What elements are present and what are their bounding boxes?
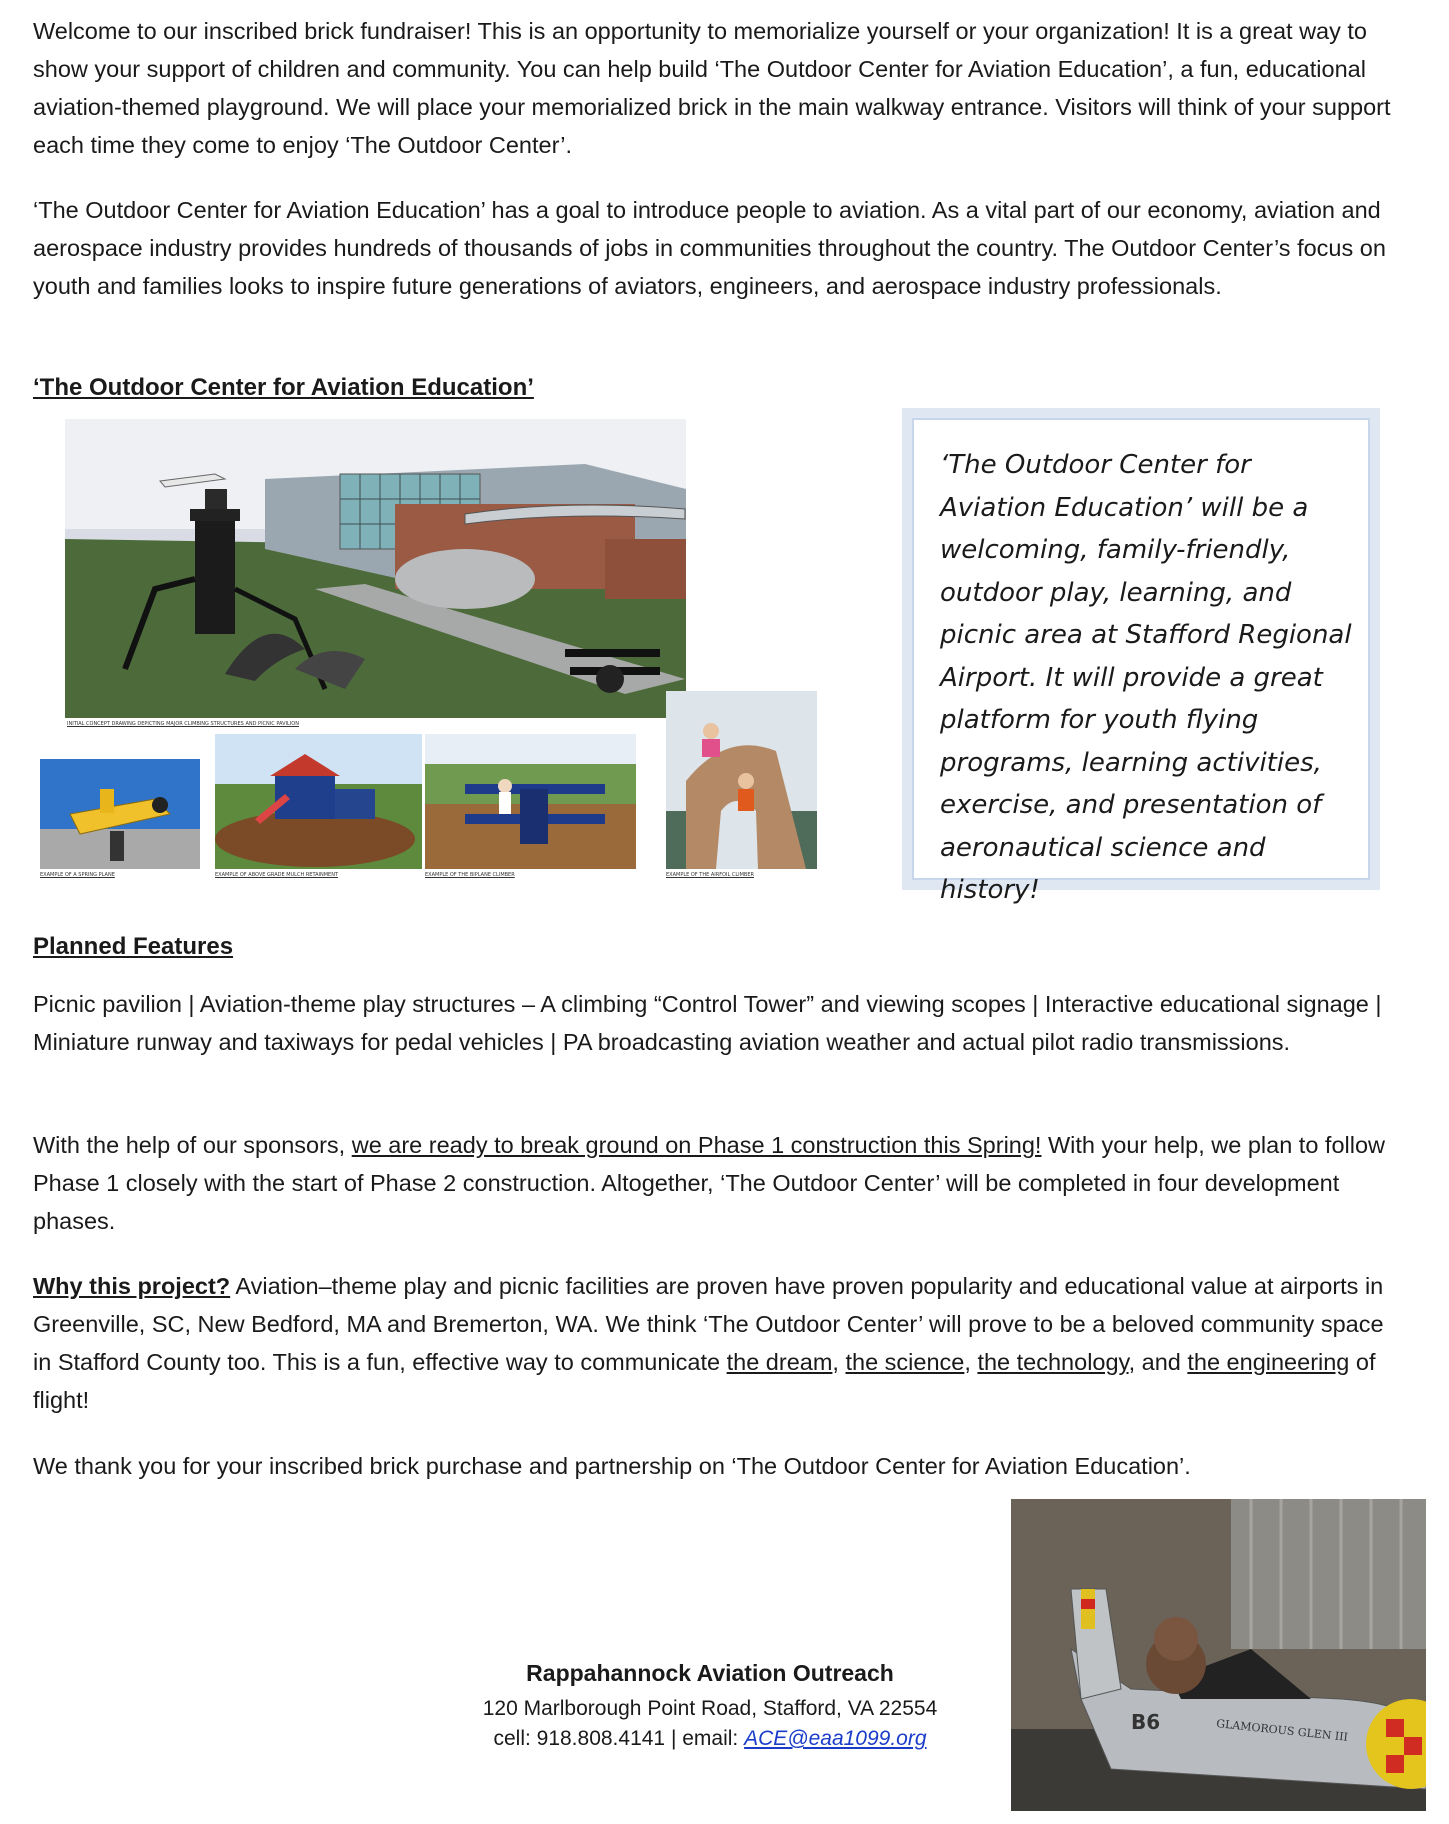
airfoil-climber-caption: EXAMPLE OF THE AIRFOIL CLIMBER	[666, 872, 754, 878]
the-science-text: the science	[845, 1349, 965, 1375]
why-project-label: Why this project?	[33, 1273, 231, 1299]
organization-address: 120 Marlborough Point Road, Stafford, VA 22554	[482, 1697, 938, 1720]
separator-3: , and	[1128, 1349, 1188, 1375]
pedal-plane-image	[1011, 1499, 1426, 1811]
organization-name: Rappahannock Aviation Outreach	[526, 1660, 894, 1686]
why-project-paragraph	[33, 1267, 1403, 1419]
spring-plane-image	[40, 759, 200, 869]
quote-text: ‘The Outdoor Center for Aviation Education’ will be a welcoming, family-friendly, outdoor play, learning, and picnic area at Stafford Regional Airport. It will provide a great platform for youth flying programs, learning activities, exercise, and presentation of aeronautical science and history!	[940, 450, 1352, 905]
plane-code-text: B6	[1131, 1710, 1161, 1734]
the-dream-text: the dream	[726, 1349, 833, 1375]
the-technology-text: the technology	[977, 1349, 1129, 1375]
mulch-playground-image	[215, 734, 422, 869]
sponsors-paragraph	[33, 1126, 1403, 1240]
why-project-text: Aviation–theme play and picnic facilities are proven have proven popularity and educational value at airports in Greenville, SC, New Bedford, MA and Bremerton, WA. We think ‘The Outdoor Center’ will prove to be a beloved community space in Stafford County too. This is a fun, effective way to communicate	[33, 1273, 1384, 1375]
plane-name-text: GLAMOROUS GLEN III	[1215, 1717, 1349, 1744]
separator-1: ,	[832, 1349, 846, 1375]
organization-contact	[430, 1727, 990, 1751]
mulch-playground-caption: EXAMPLE OF ABOVE GRADE MULCH RETAINMENT	[215, 872, 339, 878]
concept-rendering-caption: INITIAL CONCEPT DRAWING DEPICTING MAJOR CLIMBING STRUCTURES AND PICNIC PAVILION	[67, 721, 299, 727]
quote-box	[902, 408, 1380, 905]
phase1-announcement: we are ready to break ground on Phase 1 construction this Spring!	[351, 1132, 1042, 1158]
section-title: ‘The Outdoor Center for Aviation Education’	[33, 374, 534, 401]
spring-plane-caption: EXAMPLE OF A SPRING PLANE	[40, 872, 115, 878]
airfoil-climber-image	[666, 691, 817, 869]
thank-you-text: We thank you for your inscribed brick purchase and partnership on ‘The Outdoor Center for Aviation Education’.	[33, 1453, 1191, 1479]
sponsors-text-post: With your help, we plan to follow Phase 1 closely with the start of Phase 2 construction. Altogether, ‘The Outdoor Center’ will be completed in four development phases.	[33, 1132, 1385, 1234]
concept-rendering-image	[65, 419, 686, 718]
separator-2: ,	[964, 1349, 978, 1375]
biplane-climber-image	[425, 734, 636, 869]
planned-features-text: Picnic pavilion | Aviation-theme play structures – A climbing “Control Tower” and viewing scopes | Interactive educational signage | Miniature runway and taxiways for pedal vehicles | PA broadcasting aviation weather and actual pilot radio transmissions.	[33, 991, 1382, 1055]
contact-prefix: cell: 918.808.4141 | email:	[493, 1727, 745, 1750]
intro-paragraph-1: Welcome to our inscribed brick fundraiser! This is an opportunity to memorialize yourself or your organization! It is a great way to show your support of children and community. You can help build ‘The Outdoor Center for Aviation Education’, a fun, educational aviation-themed playground. We will place your memorialized brick in the main walkway entrance. Visitors will think of your support each time they come to enjoy ‘The Outdoor Center’.	[33, 18, 1391, 158]
email-link[interactable]: ACE@eaa1099.org	[744, 1727, 927, 1750]
biplane-climber-caption: EXAMPLE OF THE BIPLANE CLIMBER	[425, 872, 515, 878]
why-project-end: of flight!	[33, 1349, 1376, 1413]
sponsors-text-pre: With the help of our sponsors,	[33, 1132, 352, 1158]
the-engineering-text: the engineering	[1187, 1349, 1350, 1375]
planned-features-heading: Planned Features	[33, 933, 234, 960]
intro-paragraph-2: ‘The Outdoor Center for Aviation Education’ has a goal to introduce people to aviation. As a vital part of our economy, aviation and aerospace industry provides hundreds of thousands of jobs in communities throughout the country. The Outdoor Center’s focus on youth and families looks to inspire future generations of aviators, engineers, and aerospace industry professionals.	[33, 197, 1386, 299]
